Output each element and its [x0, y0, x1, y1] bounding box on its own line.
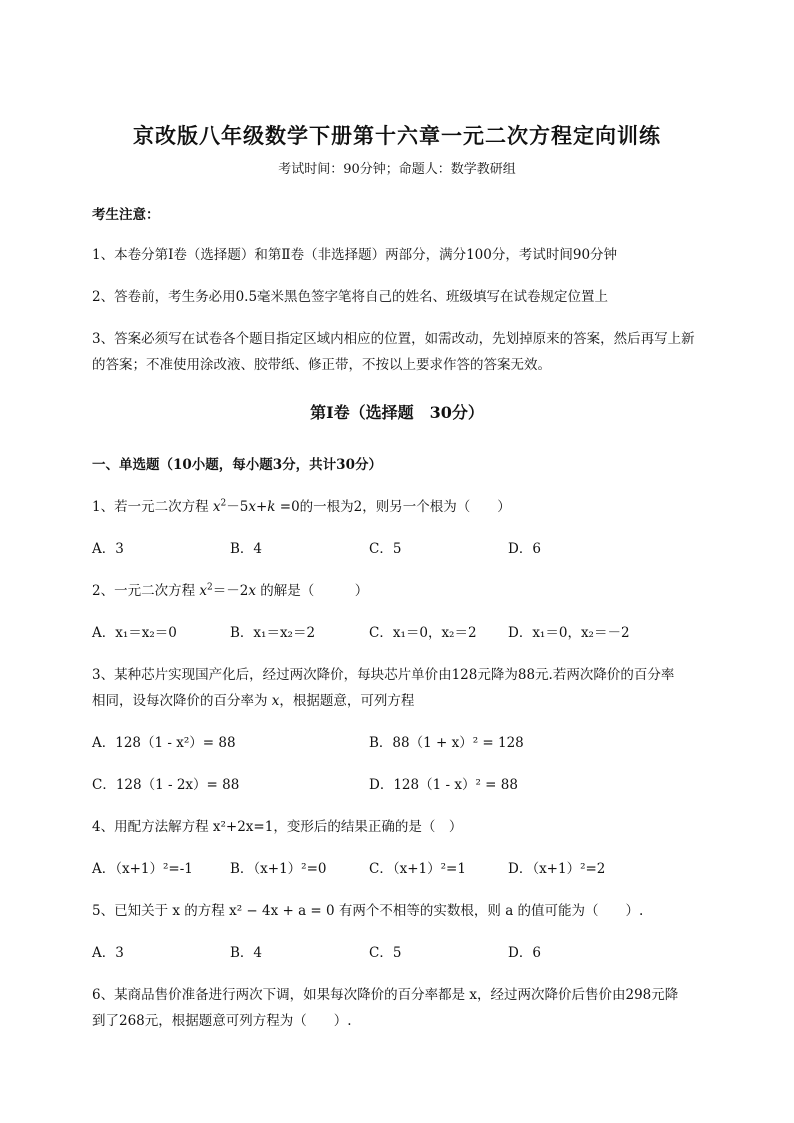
q1-option-c: C．5	[369, 541, 402, 557]
question-3-line-2: 相同，设每次降价的百分率为 x，根据题意，可列方程	[92, 693, 415, 709]
q4-option-c: C．（x+1）²=1	[369, 861, 466, 877]
q3-option-a: A．128（1 - x²）= 88	[92, 735, 236, 751]
part-heading: 一、单选题（10小题，每小题3分，共计30分）	[92, 457, 382, 473]
q5-option-a: A．3	[92, 945, 124, 961]
exam-title: 京改版八年级数学下册第十六章一元二次方程定向训练	[133, 123, 661, 148]
q1-option-b: B．4	[230, 541, 263, 557]
q1-option-a: A．3	[92, 541, 124, 557]
q2-option-d: D．x₁＝0，x₂＝－2	[508, 625, 630, 641]
question-4: 4、用配方法解方程 x²+2x=1，变形后的结果正确的是（ ）	[92, 819, 463, 835]
q5-option-d: D．6	[508, 945, 541, 961]
q5-option-b: B．4	[230, 945, 263, 961]
q4-option-b: B．（x+1）²=0	[230, 861, 327, 877]
notice-item-1: 1、本卷分第I卷（选择题）和第Ⅱ卷（非选择题）两部分，满分100分，考试时间90分钟	[92, 247, 618, 263]
q2-option-a: A．x₁＝x₂＝0	[92, 625, 177, 641]
q4-option-a: A．（x+1）²=-1	[92, 861, 193, 877]
question-6-line-1: 6、某商品售价准备进行两次下调，如果每次降价的百分率都是 x，经过两次降价后售价由298元降	[92, 987, 679, 1003]
q3-option-d: D．128（1 - x）² = 88	[369, 777, 518, 793]
q3-option-b: B．88（1 + x）² = 128	[369, 735, 524, 751]
q3-option-c: C．128（1 - 2x）= 88	[92, 777, 240, 793]
q2-option-c: C．x₁＝0，x₂＝2	[369, 625, 477, 641]
notice-item-3-cont: 的答案；不准使用涂改液、胶带纸、修正带，不按以上要求作答的答案无效。	[92, 357, 551, 373]
q5-option-c: C．5	[369, 945, 402, 961]
question-5: 5、已知关于 x 的方程 x² − 4x + a = 0 有两个不相等的实数根，则 a 的值可能为（ ）.	[92, 903, 644, 919]
q2-option-b: B．x₁＝x₂＝2	[230, 625, 316, 641]
question-3-line-1: 3、某种芯片实现国产化后，经过两次降价，每块芯片单价由128元降为88元.若两次降价的百分率	[92, 667, 675, 683]
q1-option-d: D．6	[508, 541, 541, 557]
notice-heading: 考生注意：	[92, 207, 160, 223]
question-1: 1、若一元二次方程 $x^2-5x+k =0$的一根为2，则另一个根为（ ）	[92, 498, 511, 515]
question-2: 2、一元二次方程 $x^2=-2x$ 的解是（ ）	[92, 582, 369, 599]
notice-item-3: 3、答案必须写在试卷各个题目指定区域内相应的位置，如需改动，先划掉原来的答案，然后再写上新	[92, 331, 695, 347]
section-title: 第I卷（选择题 30分）	[310, 403, 484, 422]
notice-item-2: 2、答卷前，考生务必用0.5毫米黑色签字笔将自己的姓名、班级填写在试卷规定位置上	[92, 289, 609, 305]
exam-subtitle: 考试时间：90分钟；命题人：数学教研组	[278, 162, 516, 177]
question-6-line-2: 到了268元，根据题意可列方程为（ ）.	[92, 1013, 352, 1029]
q4-option-d: D．（x+1）²=2	[508, 861, 606, 877]
